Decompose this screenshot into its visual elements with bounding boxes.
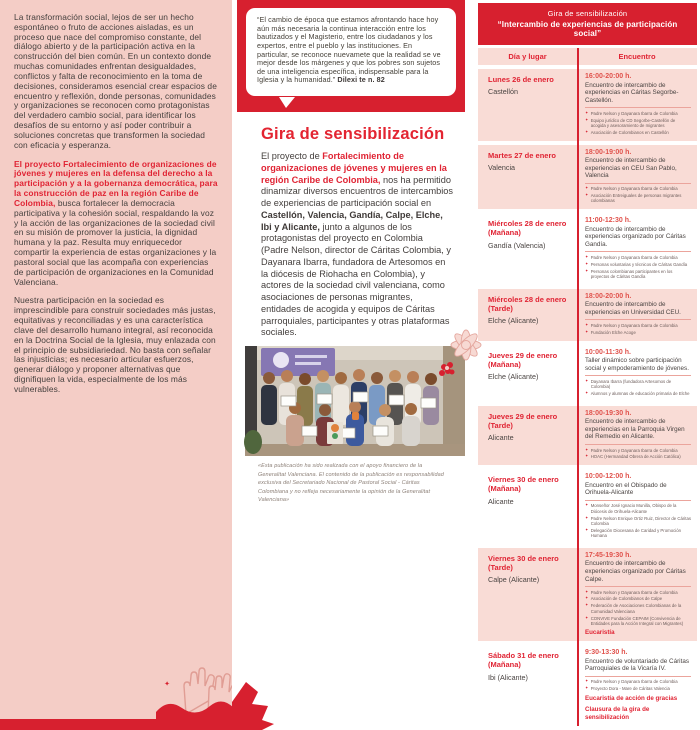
participant-item bbox=[585, 454, 691, 459]
participant-item bbox=[585, 503, 691, 514]
row-date: Sábado 31 de enero (Mañana) bbox=[488, 651, 559, 670]
participant-icon: ✦ bbox=[585, 129, 589, 134]
participant-label: Personas colombianas participantes en los proyectos de Cáritas Gandía bbox=[590, 268, 673, 280]
participant-label: Alumnos y alumnas de educación primaria de Elche bbox=[590, 391, 690, 396]
participant-icon: ✦ bbox=[585, 686, 589, 691]
row-time: 10:00-11:30 h. bbox=[585, 348, 631, 356]
day-place-cell bbox=[478, 469, 577, 544]
row-place: Calpe (Alicante) bbox=[488, 575, 540, 585]
table-row bbox=[478, 548, 697, 641]
participant-item bbox=[585, 603, 691, 614]
quote-block bbox=[237, 0, 465, 112]
participant-label: Padre Nelson y Dayanara Ibarra de Colombia bbox=[590, 447, 678, 453]
row-time: 18:00-19:00 h. bbox=[585, 148, 632, 156]
participant-icon: ✦ bbox=[585, 447, 589, 452]
row-highlight: Clausura de la gira de sensibilización bbox=[585, 705, 650, 721]
row-time: 17:45-19:30 h. bbox=[585, 551, 632, 559]
row-desc: Encuentro en el Obispado de Orihuela-Alicante bbox=[585, 481, 667, 497]
participant-label: Personas voluntarias y técnicos de Cáritas Gandía bbox=[590, 261, 688, 267]
row-date: Jueves 29 de enero (Mañana) bbox=[488, 350, 558, 369]
participant-icon: ✦ bbox=[585, 679, 589, 684]
funding-caption: «Esta publicación ha sido realizada con el apoyo financiero de la Generalitat Valenciana. El contenido de la publicación es responsabilidad exclusiva del Secretariado Nacional de Pastoral Social - Cáritas Colombiana y no refleja necesariamente la opinión de la Generalitat Valenciana» bbox=[258, 463, 444, 504]
row-participants bbox=[585, 375, 691, 396]
row-place: Elche (Alicante) bbox=[488, 316, 539, 326]
table-row bbox=[478, 406, 697, 465]
schedule-header-line2: “Intercambio de experiencias de participación social” bbox=[497, 20, 678, 38]
row-participants bbox=[585, 444, 691, 460]
bottom-red-band bbox=[0, 719, 232, 730]
row-date: Miércoles 28 de enero (Mañana) bbox=[488, 219, 567, 238]
row-time: 18:00-20:00 h. bbox=[585, 292, 632, 300]
encounter-cell bbox=[577, 213, 697, 285]
participant-item bbox=[585, 596, 691, 601]
participant-icon: ✦ bbox=[585, 268, 589, 273]
participant-icon: ✦ bbox=[585, 254, 589, 259]
row-time: 18:00-19:30 h. bbox=[585, 409, 632, 417]
row-highlight: Eucaristía bbox=[585, 629, 615, 637]
participant-icon: ✦ bbox=[585, 261, 589, 266]
participant-icon: ✦ bbox=[585, 391, 589, 395]
participant-label: Dayanara Ibarra (fundadora Artesomos de Colombia) bbox=[590, 378, 672, 390]
participant-item bbox=[585, 255, 691, 260]
row-desc: Encuentro de intercambio de experiencias en Cáritas Segorbe-Castellón. bbox=[585, 81, 679, 104]
encounter-cell bbox=[577, 469, 697, 544]
row-desc: Encuentro de intercambio de experiencias organizado por Cáritas Calpe. bbox=[585, 560, 686, 583]
project-paragraph: El proyecto Fortalecimiento de organizaciones de jóvenes y mujeres en la defensa del derecho a la participación y a la gobernanza democrática, para la construcción de paz en la región Caribe de Colombia, busca fortalecer la democracia participativa y la cohesión social, respaldando la voz y la acción de las organizaciones de la sociedad civil en su misión de promover la justicia, la dignidad humana y la paz. Resulta muy enriquecedor compartir la experiencia de estas organizaciones y la pastoral social que las acompaña con experiencias de participación de organizaciones en la Comunidad Valenciana. bbox=[14, 158, 218, 287]
participant-icon: ✦ bbox=[585, 454, 589, 459]
participant-item bbox=[585, 269, 691, 280]
encounter-cell bbox=[577, 345, 697, 402]
row-desc: Encuentro de voluntariado de Cáritas Parroquiales de la Vicaría IV. bbox=[585, 657, 689, 673]
row-participants bbox=[585, 500, 691, 539]
participant-icon: ✦ bbox=[585, 322, 589, 327]
row-participants bbox=[585, 251, 691, 279]
schedule-header-line1: Gira de sensibilización bbox=[547, 9, 628, 18]
col-header-day-place: Día y lugar bbox=[508, 52, 547, 61]
encounter-cell bbox=[577, 645, 697, 726]
participant-icon: ✦ bbox=[585, 110, 589, 115]
participant-label: Monseñor José Ignacio Munilla, Obispo de la Diócesis de Orihuela-Alicante bbox=[590, 503, 677, 514]
table-row bbox=[478, 213, 697, 285]
participant-label: Asociación de Colombianos en Castellón bbox=[590, 129, 669, 135]
row-desc: Encuentro de intercambio de experiencias en CEU San Pablo, Valencia bbox=[585, 157, 677, 180]
participant-item bbox=[585, 323, 691, 328]
encounter-cell bbox=[577, 69, 697, 141]
participant-item bbox=[585, 118, 691, 129]
row-desc: Encuentro de intercambio de experiencias en Universidad CEU. bbox=[585, 301, 681, 316]
participant-icon: ✦ bbox=[585, 603, 589, 608]
schedule-header bbox=[478, 3, 697, 45]
participant-label: Padre Nelson y Dayanara Ibarra de Colombia bbox=[590, 254, 678, 260]
row-place: Castellón bbox=[488, 87, 518, 97]
row-date: Lunes 26 de enero bbox=[488, 75, 554, 84]
intro-paragraph: La transformación social, lejos de ser un hecho espontáneo o fruto de acciones aisladas, es un proceso que nace del compromiso constante, del diálogo abierto y de la participación activa en la construcción del bien común. En un contexto donde muchas comunidades enfrentan desigualdades, conflictos y falta de reconocimiento en la toma de decisiones, consideramos esencial crear espacios de encuentro y reflexión, donde personas, comunidades y organizaciones se reconocen como protagonistas del verdadero cambio social, para identificar los desafíos de su entorno y así poder contribuir a soluciones concretas que transformen la sociedad con eficacia y esperanza. bbox=[14, 12, 217, 150]
table-row bbox=[478, 145, 697, 210]
participant-item bbox=[585, 262, 691, 267]
table-row bbox=[478, 469, 697, 544]
participant-item bbox=[585, 130, 691, 135]
row-time: 16:00-20:00 h. bbox=[585, 73, 632, 80]
participant-item bbox=[585, 193, 691, 204]
row-date: Miércoles 28 de enero (Tarde) bbox=[488, 294, 567, 314]
row-date: Viernes 30 de enero (Tarde) bbox=[488, 553, 559, 573]
participant-item bbox=[585, 111, 691, 116]
row-time: 11:00-12:30 h. bbox=[585, 217, 631, 225]
row-date: Viernes 30 de enero (Mañana) bbox=[488, 475, 559, 494]
col-header-encounter: Encuentro bbox=[618, 52, 656, 61]
participant-item bbox=[585, 528, 691, 539]
participant-item bbox=[585, 616, 691, 627]
row-place: Gandía (Valencia) bbox=[488, 240, 546, 250]
participant-item bbox=[585, 186, 691, 191]
row-participants bbox=[585, 676, 691, 692]
table-row bbox=[478, 289, 697, 341]
row-highlight: Eucaristía de acción de gracias bbox=[585, 694, 678, 702]
participant-item bbox=[585, 391, 691, 396]
participant-label: Fundación Elche Acoge bbox=[590, 329, 636, 335]
participant-item bbox=[585, 448, 691, 453]
encounter-cell bbox=[577, 548, 697, 641]
participant-label: Asociación de Colombianos de Calpe bbox=[590, 596, 663, 602]
schedule-table bbox=[478, 48, 697, 726]
participant-icon: ✦ bbox=[585, 117, 589, 122]
table-divider-line bbox=[577, 48, 579, 726]
row-extras bbox=[585, 629, 691, 637]
page-title: Gira de sensibilización bbox=[261, 125, 445, 143]
participant-item bbox=[585, 686, 691, 691]
encounter-cell bbox=[577, 145, 697, 210]
participant-item bbox=[585, 330, 691, 335]
row-time: 10:00-12:00 h. bbox=[585, 473, 632, 481]
participant-label: Padre Nelson y Dayanara Ibarra de Colombia bbox=[590, 679, 678, 685]
row-desc: Encuentro de intercambio de experiencias organizado por Cáritas Gandía. bbox=[585, 225, 686, 248]
row-participants bbox=[585, 183, 691, 204]
project-description: El proyecto de Fortalecimiento de organizaciones de jóvenes y mujeres en la región Caribe de Colombia, nos ha permitido dinamizar diversos encuentros de intercambios de experiencias de participación social en Castellón, Valencia, Gandía, Calpe, Elche, Ibi y Alicante, junto a algunos de los protagonistas del proyecto en Colombia (Padre Nelson, director de Cáritas Colombia, y Dayanara Ibarra, fundadora de Artesomos en la diócesis de Riohacha en Colombia), y actores de la sociedad civil valenciana, como asociaciones de personas migrantes, entidades de acogida y equipos de Cáritas parroquiales, participantes y otras plataformas sociales. bbox=[261, 151, 454, 338]
encounter-cell bbox=[577, 406, 697, 465]
table-row bbox=[478, 645, 697, 726]
papal-quote: “El cambio de época que estamos afrontando hace hoy aún más necesaria la continua interacción entre los bautizados y el Magisterio, entre los ciudadanos y los expertos, entre el pueblo y las instituciones. En particular, se reconoce nuevamete que la realidad se ve mejor desde los márgenes y que los pobres son sujetos de una inteligencia específica, indispensable para la Iglesia y la humanidad.” Dilexi te n. 82 bbox=[257, 15, 441, 85]
day-place-cell bbox=[478, 69, 577, 141]
row-desc: Taller dinámico sobre participación social y empoderamiento de jóvenes. bbox=[585, 357, 689, 372]
red-blob-decoration bbox=[232, 680, 294, 730]
participant-label: Padre Nelson Enrique Ortiz Ruiz, Director de Cáritas Colombia bbox=[590, 515, 691, 526]
row-place: Elche (Alicante) bbox=[488, 371, 539, 381]
participation-paragraph: Nuestra participación en la sociedad es imprescindible para construir sociedades más justas, equitativas y reconciliadas y es una característica clave del desarrollo humano integral, así reconocida en la Doctrina Social de la Iglesia, muy enlazada con el principio de subsidiariedad. No basta con señalar las injusticias; es necesario articular esfuerzos, generar diálogo y proponer alternativas que dignifiquen la vida, especialmente de los más vulnerables. bbox=[14, 295, 216, 394]
participant-icon: ✦ bbox=[585, 515, 589, 520]
sparkle-icon: ✦ bbox=[164, 680, 170, 688]
participant-icon: ✦ bbox=[585, 503, 589, 508]
schedule-rows bbox=[478, 69, 697, 726]
row-place: Ibi (Alicante) bbox=[488, 672, 528, 682]
table-row bbox=[478, 345, 697, 402]
participant-label: Padre Nelson y Dayanara Ibarra de Colombia bbox=[590, 110, 678, 116]
participant-label: Proyecto Dora - Mare de Cáritas Valencia bbox=[590, 686, 670, 692]
participant-item bbox=[585, 379, 691, 390]
row-extras bbox=[585, 695, 691, 722]
participant-label: Equipo jurídico de CD Segorbe-Castellón de acogida y asesoramiento de migrantes bbox=[590, 117, 676, 128]
participant-icon: ✦ bbox=[585, 329, 589, 334]
row-place: Alicante bbox=[488, 496, 514, 506]
participant-icon: ✦ bbox=[585, 589, 589, 594]
participant-label: Delegación Diocesana de Caridad y Promoción Humana bbox=[590, 527, 681, 539]
participant-item bbox=[585, 679, 691, 684]
row-date: Martes 27 de enero bbox=[488, 150, 556, 160]
day-place-cell bbox=[478, 548, 577, 641]
row-date: Jueves 29 de enero (Tarde) bbox=[488, 411, 558, 430]
participant-icon: ✦ bbox=[585, 596, 589, 601]
row-desc: Encuentro de intercambio de experiencias en la Parroquia Virgen del Remedio en Alicante. bbox=[585, 418, 685, 441]
raised-hands-icon bbox=[156, 662, 234, 724]
participant-label: Asociación Entreiguales de personas migrantes colombianas bbox=[590, 193, 682, 204]
table-row bbox=[478, 69, 697, 141]
flower-icon bbox=[428, 323, 500, 381]
speech-bubble bbox=[246, 8, 456, 96]
row-participants bbox=[585, 107, 691, 135]
day-place-cell bbox=[478, 406, 577, 465]
participant-label: Padre Nelson y Dayanara Ibarra de Colombia bbox=[590, 322, 678, 328]
participant-icon: ✦ bbox=[585, 378, 589, 383]
participant-label: Padre Nelson y Dayanara Ibarra de Colombia bbox=[590, 186, 678, 192]
participant-label: HOAC (Hermandad Obrera de Acción Católica) bbox=[590, 454, 681, 460]
participant-item bbox=[585, 516, 691, 527]
encounter-cell bbox=[577, 289, 697, 341]
row-place: Valencia bbox=[488, 162, 516, 172]
participant-item bbox=[585, 590, 691, 595]
participant-label: CONVIVE Fundación CEPAIM (Convivencia de Entidades para la Acción Integral con Migrantes) bbox=[590, 615, 684, 626]
participant-icon: ✦ bbox=[585, 615, 589, 620]
participant-icon: ✦ bbox=[585, 527, 589, 532]
participant-label: Federación de Asociaciones Colombianas de la Comunidad Valenciana bbox=[590, 603, 682, 614]
speech-bubble-tail bbox=[279, 97, 295, 108]
schedule-table-head bbox=[478, 48, 697, 65]
row-place: Alicante bbox=[488, 433, 514, 443]
day-place-cell bbox=[478, 145, 577, 210]
participant-icon: ✦ bbox=[585, 193, 589, 198]
row-time: 9:30-13:30 h. bbox=[585, 649, 628, 657]
left-column bbox=[0, 0, 232, 730]
row-participants bbox=[585, 586, 691, 626]
day-place-cell bbox=[478, 213, 577, 285]
participant-icon: ✦ bbox=[585, 186, 589, 191]
day-place-cell bbox=[478, 645, 577, 726]
row-participants bbox=[585, 319, 691, 335]
participant-label: Padre Nelson y Dayanara Ibarra de Colombia bbox=[590, 589, 678, 595]
right-column bbox=[465, 0, 700, 730]
